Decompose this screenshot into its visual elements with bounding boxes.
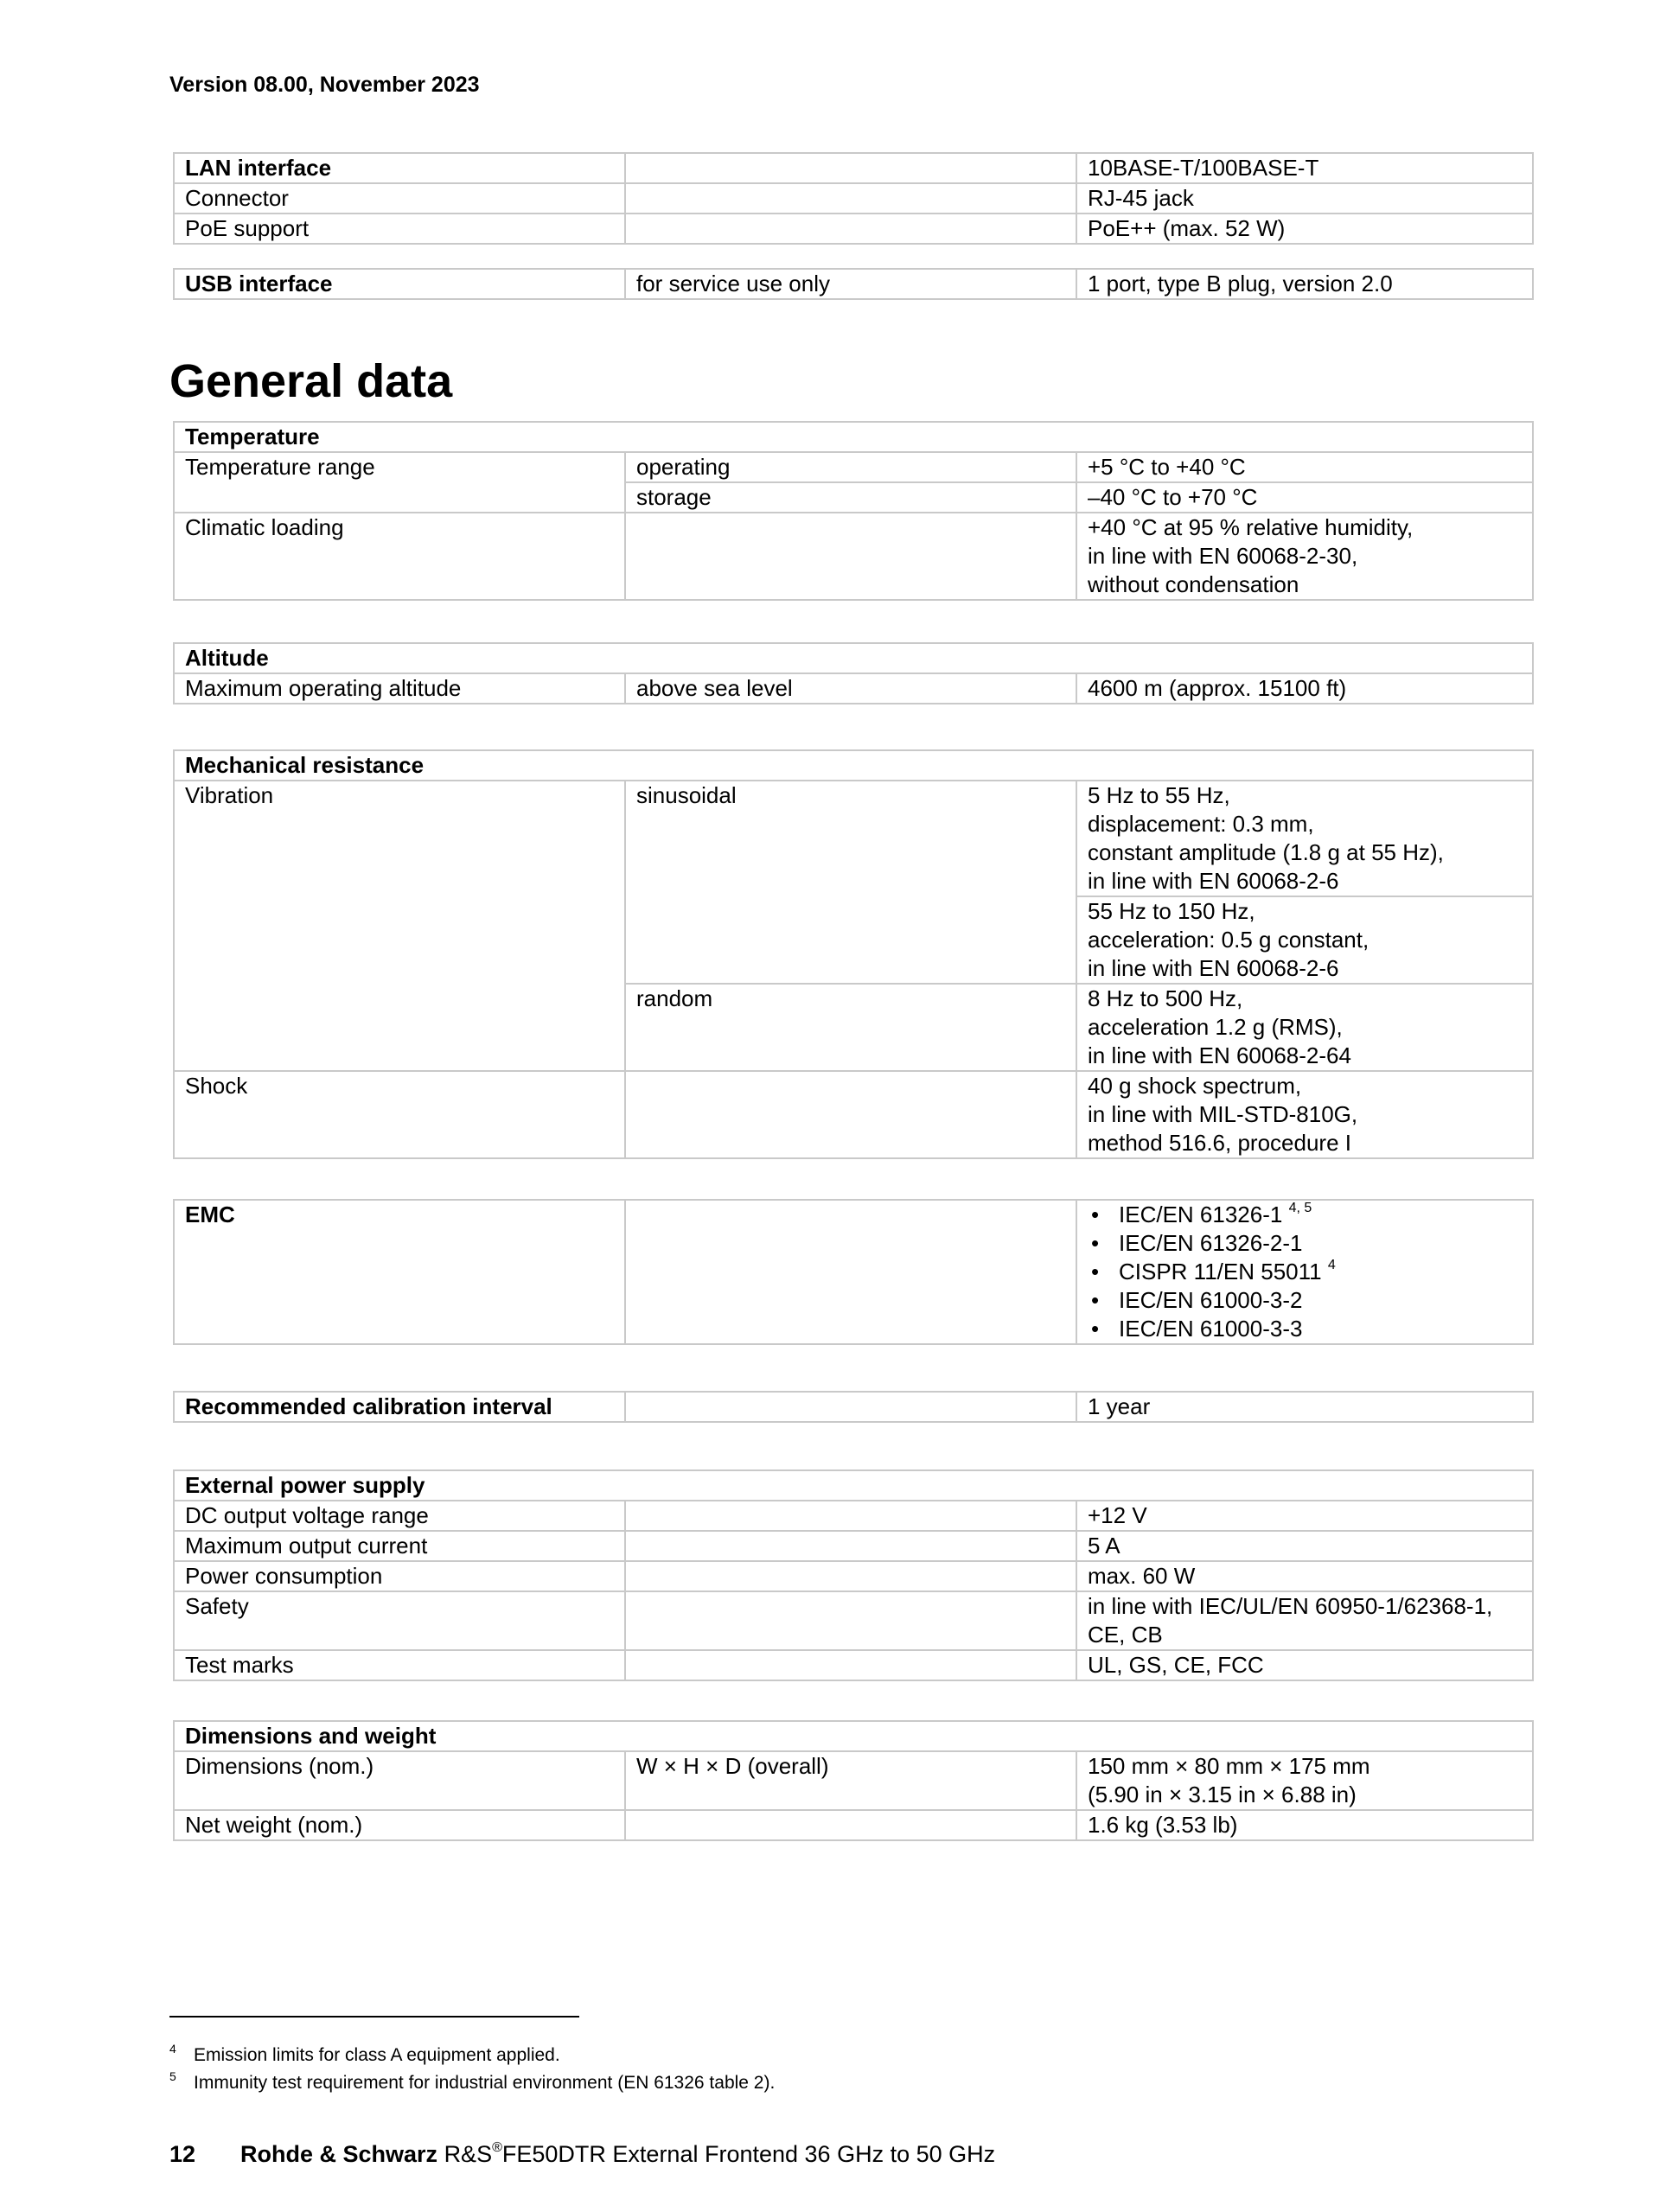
row-value: in line with IEC/UL/EN 60950-1/62368-1, CE, CB — [1076, 1591, 1533, 1650]
row-value: RJ-45 jack — [1076, 183, 1533, 214]
row-condition — [625, 183, 1076, 214]
table-row — [174, 1721, 1533, 1751]
row-label: Vibration — [174, 781, 625, 1071]
lan-interface-table — [173, 152, 1534, 245]
row-value: 4600 m (approx. 15100 ft) — [1076, 673, 1533, 704]
row-condition — [625, 1591, 1076, 1650]
emc-table — [173, 1199, 1534, 1345]
row-condition — [625, 214, 1076, 244]
altitude-table — [173, 642, 1534, 704]
row-label: DC output voltage range — [174, 1501, 625, 1531]
row-value: +12 V — [1076, 1501, 1533, 1531]
footnote-separator — [169, 2016, 579, 2018]
row-label: Shock — [174, 1071, 625, 1158]
row-label: PoE support — [174, 214, 625, 244]
row-condition — [625, 1392, 1076, 1422]
table-title: EMC — [174, 1200, 625, 1344]
row-value: –40 °C to +70 °C — [1076, 482, 1533, 513]
table-row — [174, 153, 1533, 183]
brand-name: Rohde & Schwarz — [240, 2141, 438, 2167]
row-value: max. 60 W — [1076, 1561, 1533, 1591]
table-title: Mechanical resistance — [174, 750, 1533, 781]
row-condition: random — [625, 984, 1076, 1071]
row-condition — [625, 1561, 1076, 1591]
table-row — [174, 1650, 1533, 1680]
row-condition: above sea level — [625, 673, 1076, 704]
row-value: UL, GS, CE, FCC — [1076, 1650, 1533, 1680]
page-footer — [169, 2141, 995, 2168]
row-condition — [625, 513, 1076, 600]
table-row — [174, 183, 1533, 214]
row-value: 10BASE-T/100BASE-T — [1076, 153, 1533, 183]
row-value: +5 °C to +40 °C — [1076, 452, 1533, 482]
row-label: Connector — [174, 183, 625, 214]
table-title: External power supply — [174, 1470, 1533, 1501]
calibration-table — [173, 1391, 1534, 1423]
row-condition: operating — [625, 452, 1076, 482]
list-item: • IEC/EN 61326-1 $^{4, 5}$ — [1088, 1201, 1522, 1229]
table-row — [174, 1591, 1533, 1650]
section-heading: General data — [169, 355, 453, 407]
row-label: LAN interface — [174, 153, 625, 183]
row-value: 1 year — [1076, 1392, 1533, 1422]
row-condition: sinusoidal — [625, 781, 1076, 984]
table-row — [174, 1071, 1533, 1158]
list-item: • CISPR 11/EN 55011 $^4$ — [1088, 1258, 1522, 1286]
table-row — [174, 643, 1533, 673]
row-value: 55 Hz to 150 Hz, acceleration: 0.5 g constant, in line with EN 60068-2-6 — [1076, 896, 1533, 984]
table-row — [174, 1561, 1533, 1591]
version-header: Version 08.00, November 2023 — [169, 73, 480, 97]
table-row — [174, 1501, 1533, 1531]
list-item: • IEC/EN 61000-3-3 — [1088, 1315, 1522, 1343]
row-label: Dimensions (nom.) — [174, 1751, 625, 1810]
table-row — [174, 1392, 1533, 1422]
table-row — [174, 1751, 1533, 1810]
table-row — [174, 1531, 1533, 1561]
table-row — [174, 214, 1533, 244]
list-item: • IEC/EN 61000-3-2 — [1088, 1286, 1522, 1315]
emc-standards-list — [1076, 1200, 1533, 1344]
row-label: Maximum operating altitude — [174, 673, 625, 704]
row-condition — [625, 1650, 1076, 1680]
row-condition — [625, 1071, 1076, 1158]
row-condition — [625, 1810, 1076, 1840]
row-label: USB interface — [174, 269, 625, 299]
row-label: Net weight (nom.) — [174, 1810, 625, 1840]
row-value: 8 Hz to 500 Hz, acceleration 1.2 g (RMS), in line with EN 60068-2-64 — [1076, 984, 1533, 1071]
row-value: 1 port, type B plug, version 2.0 — [1076, 269, 1533, 299]
table-row — [174, 781, 1533, 896]
footnote: 5 Immunity test requirement for industrial environment (EN 61326 table 2). — [169, 2069, 776, 2093]
row-value: 5 A — [1076, 1531, 1533, 1561]
table-title: Temperature — [174, 422, 1533, 452]
table-title: Recommended calibration interval — [174, 1392, 625, 1422]
footnote: 4 Emission limits for class A equipment applied. — [169, 2042, 560, 2065]
row-label: Power consumption — [174, 1561, 625, 1591]
table-title: Altitude — [174, 643, 1533, 673]
row-value: 40 g shock spectrum, in line with MIL-STD-810G, method 516.6, procedure I — [1076, 1071, 1533, 1158]
table-row — [174, 1200, 1533, 1344]
dimensions-weight-table — [173, 1720, 1534, 1841]
list-item: • IEC/EN 61326-2-1 — [1088, 1229, 1522, 1258]
row-condition — [625, 1501, 1076, 1531]
row-condition: for service use only — [625, 269, 1076, 299]
table-row — [174, 750, 1533, 781]
usb-interface-table — [173, 268, 1534, 300]
row-label: Test marks — [174, 1650, 625, 1680]
table-row — [174, 452, 1533, 482]
row-value: 1.6 kg (3.53 lb) — [1076, 1810, 1533, 1840]
row-label: Climatic loading — [174, 513, 625, 600]
page-number: 12 — [169, 2141, 196, 2167]
product-name: R&S®FE50DTR External Frontend 36 GHz to 50 GHz — [444, 2140, 996, 2167]
table-row — [174, 1470, 1533, 1501]
power-supply-table — [173, 1469, 1534, 1681]
row-condition — [625, 1531, 1076, 1561]
row-condition — [625, 153, 1076, 183]
table-row — [174, 513, 1533, 600]
temperature-table — [173, 421, 1534, 601]
row-value: +40 °C at 95 % relative humidity, in line with EN 60068-2-30, without condensation — [1076, 513, 1533, 600]
row-label: Temperature range — [174, 452, 625, 513]
row-condition: W × H × D (overall) — [625, 1751, 1076, 1810]
row-value: PoE++ (max. 52 W) — [1076, 214, 1533, 244]
table-title: Dimensions and weight — [174, 1721, 1533, 1751]
row-value: 5 Hz to 55 Hz, displacement: 0.3 mm, constant amplitude (1.8 g at 55 Hz), in line with EN 60068-2-6 — [1076, 781, 1533, 896]
table-row — [174, 1810, 1533, 1840]
table-row — [174, 673, 1533, 704]
table-row — [174, 269, 1533, 299]
row-condition — [625, 1200, 1076, 1344]
row-value: 150 mm × 80 mm × 175 mm (5.90 in × 3.15 in × 6.88 in) — [1076, 1751, 1533, 1810]
table-row — [174, 422, 1533, 452]
mechanical-resistance-table — [173, 749, 1534, 1159]
row-condition: storage — [625, 482, 1076, 513]
row-label: Maximum output current — [174, 1531, 625, 1561]
row-label: Safety — [174, 1591, 625, 1650]
